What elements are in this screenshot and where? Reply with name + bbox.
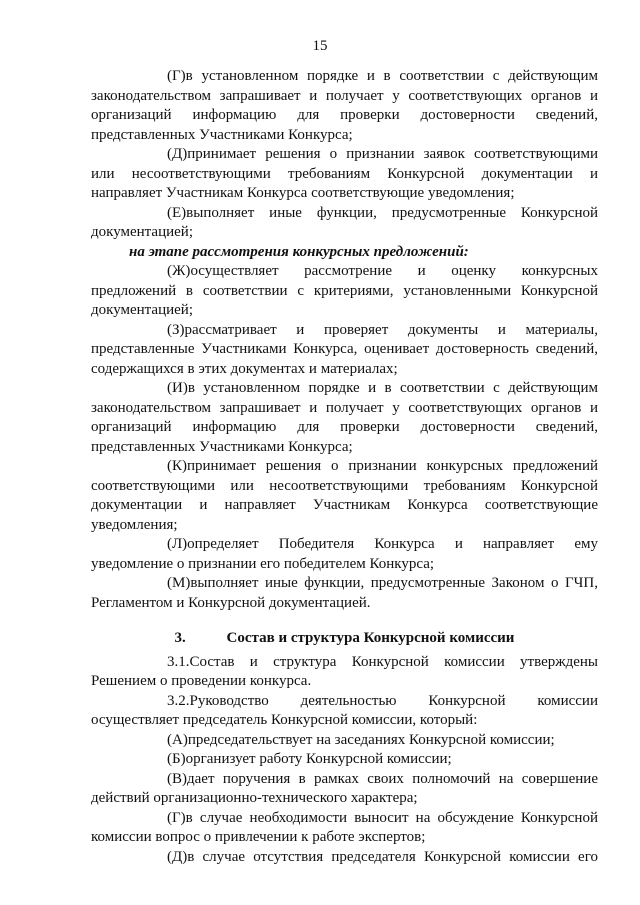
item-marker: (Д) (167, 848, 188, 865)
item-text: в установленном порядке и в соответствии с действующим законодательством запрашивает и получает у соответствующих органов и организаций информацию для проверки достоверности сведений, представленных Участниками Конкурса; (91, 380, 598, 455)
clause-number: 3.1. (167, 653, 190, 670)
item-marker: (Д) (167, 146, 188, 162)
document-body (91, 67, 598, 867)
item-text: в случае отсутствия председателя Конкурсной комиссии его (187, 848, 598, 865)
item-marker: (К) (167, 458, 187, 474)
item-text: в случае необходимости выносит на обсуждение Конкурсной комиссии вопрос о привлечении к работе экспертов; (91, 809, 598, 845)
list-item-e (91, 204, 598, 243)
page-number: 15 (312, 38, 328, 54)
item-text: принимает решения о признании заявок соответствующими или несоответствующими требованиям Конкурсной документации и направляет Участникам Конкурса соответствующие уведомления; (91, 146, 598, 201)
item-marker: (Л) (167, 536, 188, 552)
item-marker: (Ж) (167, 263, 191, 279)
item-text: в установленном порядке и в соответствии с действующим законодательством запрашивает и получает у соответствующих органов и организаций информацию для проверки достоверности сведений, представленных Участниками Конкурса; (91, 68, 598, 143)
item-text: выполняет иные функции, предусмотренные Конкурсной документацией; (91, 204, 598, 240)
item-marker: (З) (167, 321, 185, 338)
list-item-k (91, 457, 598, 535)
stage-subheading: на этапе рассмотрения конкурсных предложений: (129, 243, 469, 260)
section-title: Состав и структура Конкурсной комиссии (226, 630, 515, 646)
item-marker: (Е) (167, 204, 187, 221)
list-item-g (91, 67, 598, 145)
item-text: председательствует на заседаниях Конкурсной комиссии; (187, 731, 555, 748)
item-text: принимает решения о признании конкурсных предложений соответствующими или несоответствующими требованиям Конкурсной документации и направляет Участникам Конкурса соответствующие уведомления; (91, 458, 598, 533)
list-item-i (91, 379, 598, 457)
item-marker: (Г) (167, 809, 186, 826)
list-item-zh (91, 262, 598, 321)
item-text: организует работу Конкурсной комиссии; (185, 751, 452, 767)
item-marker: (И) (167, 380, 188, 396)
section-heading (91, 629, 598, 649)
item-text: определяет Победителя Конкурса и направляет ему уведомление о признании его победителем Конкурса; (91, 536, 598, 572)
item-marker: (В) (167, 770, 187, 787)
list-item-m (91, 574, 598, 613)
item-marker: (А) (167, 731, 188, 748)
item-text: дает поручения в рамках своих полномочий на совершение действий организационно-технического характера; (91, 770, 598, 806)
section-number: 3. (174, 630, 186, 646)
list-item-l (91, 535, 598, 574)
clause-3-1 (91, 653, 598, 692)
item-marker: (М) (167, 575, 191, 591)
item-marker: (Г) (167, 68, 186, 84)
clause-text: Состав и структура Конкурсной комиссии утверждены Решением о проведении конкурса. (91, 653, 598, 689)
clause-text: Руководство деятельностью Конкурсной комиссии осуществляет председатель Конкурсной комиссии, который: (91, 692, 598, 728)
list-item-d (91, 145, 598, 204)
list-item-z (91, 321, 598, 380)
list-item-g2 (91, 809, 598, 848)
item-marker: (Б) (167, 751, 186, 767)
clause-number: 3.2. (167, 692, 190, 709)
list-item-b (91, 750, 598, 770)
clause-3-2 (91, 692, 598, 731)
item-text: рассматривает и проверяет документы и материалы, представленные Участниками Конкурса, оценивает достоверность сведений, содержащихся в этих документах и материалах; (91, 321, 598, 377)
list-item-v (91, 770, 598, 809)
list-item-d2 (91, 848, 598, 868)
list-item-a (91, 731, 598, 751)
item-text: выполняет иные функции, предусмотренные Законом о ГЧП, Регламентом и Конкурсной документацией. (91, 575, 598, 611)
item-text: осуществляет рассмотрение и оценку конкурсных предложений в соответствии с критериями, установленными Конкурсной документацией; (91, 263, 598, 318)
